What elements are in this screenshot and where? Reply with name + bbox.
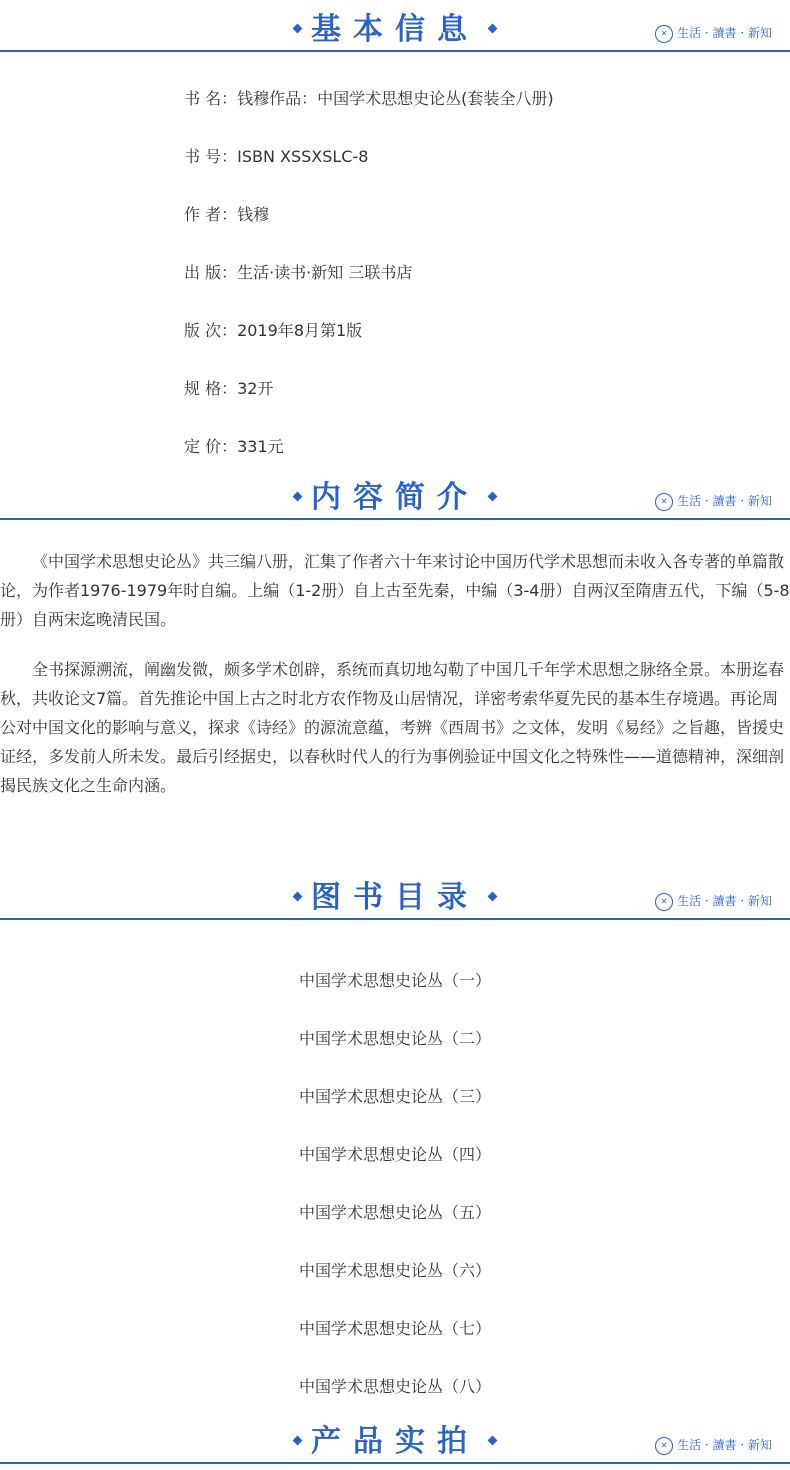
toc-item: 中国学术思想史论丛（六）	[298, 1261, 491, 1280]
diamond-icon	[293, 491, 303, 501]
brand-logo: ✕ 生活 · 讀書 · 新知	[655, 24, 772, 43]
diamond-icon	[488, 491, 498, 501]
section-title: 图书目录	[0, 880, 790, 916]
section-header-basic-info	[0, 12, 790, 52]
seal-icon: ✕	[655, 893, 673, 911]
toc-item: 中国学术思想史论丛（八）	[298, 1377, 491, 1396]
diamond-icon	[293, 891, 303, 901]
seal-icon: ✕	[655, 493, 673, 511]
section-header-summary	[0, 480, 790, 520]
section-title: 产品实拍	[0, 1424, 790, 1460]
brand-logo: ✕ 生活 · 讀書 · 新知	[655, 492, 772, 511]
section-title: 基本信息	[0, 12, 790, 48]
section-header-photos	[0, 1424, 790, 1464]
summary-paragraph: 《中国学术思想史论丛》共三编八册，汇集了作者六十年来讨论中国历代学术思想而未收入各专著的单篇散论，为作者1976-1979年时自编。上编（1-2册）自上古至先秦，中编（3-4册）自两汉至隋唐五代，下编（5-8册）自两宋迄晚清民国。	[0, 552, 790, 629]
toc-item: 中国学术思想史论丛（四）	[298, 1145, 491, 1164]
toc-item: 中国学术思想史论丛（三）	[298, 1087, 491, 1106]
section-title: 内容简介	[0, 480, 790, 516]
diamond-icon	[488, 23, 498, 33]
info-row-title: 书 名：钱穆作品：中国学术思想史论丛(套装全八册)	[184, 89, 554, 108]
info-row-format: 规 格：32开	[184, 379, 274, 398]
brand-logo: ✕ 生活 · 讀書 · 新知	[655, 892, 772, 911]
toc-item: 中国学术思想史论丛（二）	[298, 1029, 491, 1048]
section-divider	[0, 50, 790, 52]
toc-item: 中国学术思想史论丛（五）	[298, 1203, 491, 1222]
diamond-icon	[488, 891, 498, 901]
info-row-isbn: 书 号：ISBN XSSXSLC-8	[184, 147, 369, 166]
section-divider	[0, 518, 790, 520]
toc-item: 中国学术思想史论丛（七）	[298, 1319, 491, 1338]
info-row-author: 作 者：钱穆	[184, 205, 270, 224]
summary-paragraph: 全书探源溯流，阐幽发微，颇多学术创辟，系统而真切地勾勒了中国几千年学术思想之脉络全景。本册迄春秋，共收论文7篇。首先推论中国上古之时北方农作物及山居情况，详密考索华夏先民的基本生存境遇。再论周公对中国文化的影响与意义，探求《诗经》的源流意蕴，考辨《西周书》之文体，发明《易经》之旨趣，皆援史证经，多发前人所未发。最后引经据史，以春秋时代人的行为事例验证中国文化之特殊性——道德精神，深细剖揭民族文化之生命内涵。	[0, 660, 785, 795]
diamond-icon	[293, 1435, 303, 1445]
seal-icon: ✕	[655, 25, 673, 43]
section-header-toc	[0, 880, 790, 920]
seal-icon: ✕	[655, 1437, 673, 1455]
diamond-icon	[488, 1435, 498, 1445]
info-row-price: 定 价：331元	[184, 437, 284, 456]
diamond-icon	[293, 23, 303, 33]
brand-logo: ✕ 生活 · 讀書 · 新知	[655, 1436, 772, 1455]
info-row-publisher: 出 版：生活·读书·新知 三联书店	[184, 263, 413, 282]
section-divider	[0, 1462, 790, 1464]
section-divider	[0, 918, 790, 920]
toc-item: 中国学术思想史论丛（一）	[298, 971, 491, 990]
info-row-edition: 版 次：2019年8月第1版	[184, 321, 363, 340]
